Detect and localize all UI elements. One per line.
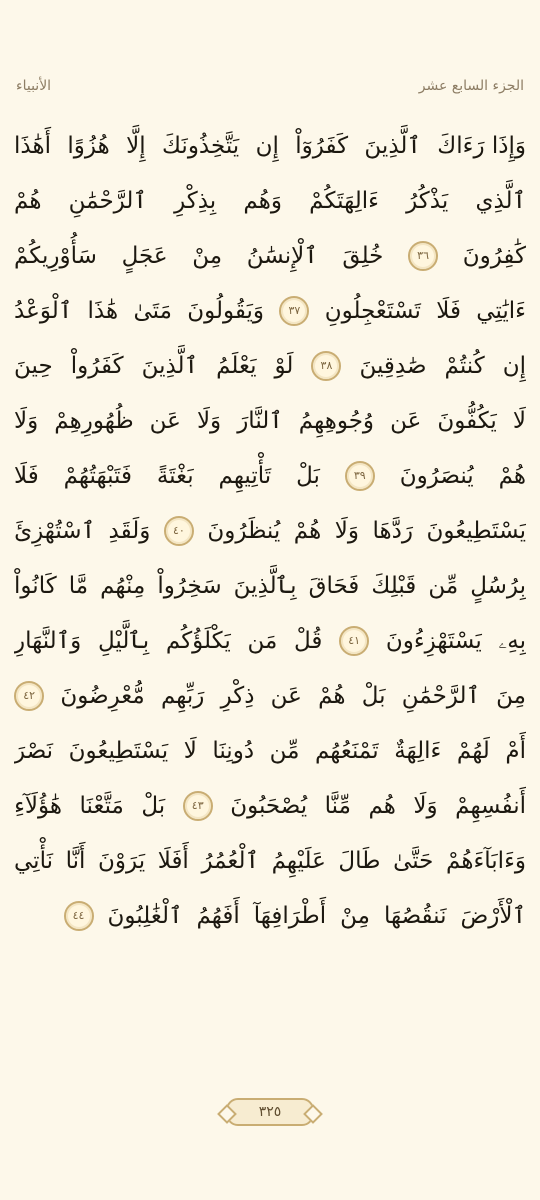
word: ٱلْإِنسَٰنُ bbox=[246, 242, 318, 269]
word: تَمْنَعُهُم bbox=[314, 737, 379, 764]
word: وَءَابَآءَهُمْ bbox=[446, 847, 526, 874]
word: سَأُوْرِيكُمْ bbox=[14, 242, 97, 269]
word: فَتَبْهَتُهُمْ bbox=[63, 462, 132, 489]
word: هُزُوًا bbox=[67, 132, 110, 159]
text-line bbox=[14, 228, 526, 283]
text-line bbox=[14, 448, 526, 503]
word: مِنْ bbox=[340, 902, 370, 929]
word: وَلَا bbox=[14, 407, 39, 434]
ayah-number-marker: ٣٧ bbox=[279, 296, 309, 326]
word: ٱسْتُهْزِئَ bbox=[14, 517, 96, 544]
surah-title: الأنبياء bbox=[16, 78, 52, 94]
word: يَكُفُّونَ bbox=[437, 407, 497, 434]
word: هُمْ bbox=[498, 462, 526, 489]
word: وَلَا bbox=[196, 407, 222, 434]
word: ٱلرَّحْمَٰنِ bbox=[401, 682, 480, 709]
text-line bbox=[14, 888, 526, 943]
ayah-number-marker: ٤١ bbox=[339, 626, 369, 656]
word: يَكْلَؤُكُم bbox=[165, 627, 231, 654]
word: وَٱلنَّهَارِ bbox=[14, 627, 82, 654]
word: لَهُمْ bbox=[456, 737, 490, 764]
word: لَا bbox=[183, 737, 197, 764]
text-line bbox=[14, 613, 526, 668]
word: ءَالِهَةٌ bbox=[394, 737, 442, 764]
word: مِنَ bbox=[496, 682, 526, 709]
word: ٱلْغَٰلِبُونَ bbox=[107, 902, 183, 929]
text-line bbox=[14, 338, 526, 393]
word: أَنَّا bbox=[65, 847, 86, 874]
word: فَلَا bbox=[14, 462, 39, 489]
word: ءَايَٰتِي bbox=[476, 297, 526, 324]
word: أَطْرَافِهَآ bbox=[253, 902, 327, 929]
word: كَٰفِرُونَ bbox=[462, 242, 526, 269]
word: بَلْ bbox=[296, 462, 320, 489]
word: وَلَا bbox=[413, 792, 438, 819]
word: ٱلَّذِينَ bbox=[141, 352, 199, 379]
word: سَخِرُواْ bbox=[157, 572, 222, 599]
word: كُنتُمْ bbox=[444, 352, 485, 379]
word: وُجُوهِهِمُ bbox=[298, 407, 375, 434]
word: مَتَىٰ bbox=[133, 297, 172, 324]
word: ٱلْأَرْضَ bbox=[460, 902, 526, 929]
word: يَسْتَطِيعُونَ bbox=[68, 737, 169, 764]
word: قَبْلِكَ bbox=[371, 572, 417, 599]
word: يُصْحَبُونَ bbox=[230, 792, 308, 819]
word: ٱلرَّحْمَٰنِ bbox=[68, 187, 147, 214]
word: بِٱلَّذِينَ bbox=[233, 572, 297, 599]
word: عَن bbox=[270, 682, 302, 709]
page-number: ٣٢٥ bbox=[258, 1104, 282, 1120]
word: وَهُم bbox=[243, 187, 282, 214]
word: تَأْتِيهِم bbox=[218, 462, 272, 489]
text-line bbox=[14, 668, 526, 723]
word: مِّن bbox=[269, 737, 300, 764]
word: يَذْكُرُ bbox=[406, 187, 449, 214]
word: رَبِّهِم bbox=[160, 682, 205, 709]
word: بَغْتَةً bbox=[156, 462, 194, 489]
word: وَلَقَدِ bbox=[108, 517, 151, 544]
word: يَسْتَطِيعُونَ bbox=[426, 517, 526, 544]
word: بِٱلَّيْلِ bbox=[97, 627, 150, 654]
word: بَلْ bbox=[141, 792, 166, 819]
word: نَصْرَ bbox=[14, 737, 54, 764]
quran-text-block bbox=[14, 118, 526, 943]
word: عَلَيْهِمُ bbox=[271, 847, 326, 874]
word: لَوْ bbox=[274, 352, 294, 379]
word: إِلَّا bbox=[126, 132, 146, 159]
word: فَلَا bbox=[436, 297, 461, 324]
word: حِينَ bbox=[14, 352, 53, 379]
word: ٱلَّذِي bbox=[475, 187, 526, 214]
word: مَّا bbox=[68, 572, 89, 599]
word: وَلَا bbox=[334, 517, 359, 544]
word: هُمْ bbox=[14, 187, 42, 214]
word: يَتَّخِذُونَكَ bbox=[162, 132, 240, 159]
word: كَانُواْ bbox=[14, 572, 57, 599]
word: بِذِكْرِ bbox=[174, 187, 217, 214]
word: وَإِذَا رَءَاكَ bbox=[437, 132, 526, 159]
text-line bbox=[14, 833, 526, 888]
word: إِن bbox=[502, 352, 526, 379]
ayah-number-marker: ٤٠ bbox=[164, 516, 194, 546]
word: صَٰدِقِينَ bbox=[359, 352, 427, 379]
text-line bbox=[14, 558, 526, 613]
text-line bbox=[14, 283, 526, 338]
word: مِّن bbox=[428, 572, 459, 599]
ayah-number-marker: ٤٤ bbox=[64, 901, 94, 931]
word: مِّنَّا bbox=[324, 792, 351, 819]
word: يُنصَرُونَ bbox=[399, 462, 474, 489]
word: ءَالِهَتَكُمْ bbox=[309, 187, 379, 214]
word: ٱلْعُمُرُ bbox=[201, 847, 260, 874]
word: عَن bbox=[149, 407, 181, 434]
word: يُنظَرُونَ bbox=[207, 517, 281, 544]
text-line bbox=[14, 393, 526, 448]
word: وَيَقُولُونَ bbox=[187, 297, 265, 324]
word: لَا bbox=[512, 407, 526, 434]
word: كَفَرُوٓاْ bbox=[295, 132, 349, 159]
word: أَفَلَا bbox=[157, 847, 189, 874]
word: بِرُسُلٍ bbox=[470, 572, 526, 599]
word: مُّعْرِضُونَ bbox=[60, 682, 145, 709]
word: هُمْ bbox=[293, 517, 322, 544]
word: رَدَّهَا bbox=[372, 517, 413, 544]
word: مِنْ bbox=[192, 242, 223, 269]
word: بِهِۦ bbox=[498, 627, 526, 654]
text-line bbox=[14, 118, 526, 173]
text-line bbox=[14, 723, 526, 778]
juz-title: الجزء السابع عشر bbox=[418, 78, 524, 94]
word: أَفَهُمُ bbox=[196, 902, 240, 929]
ayah-number-marker: ٤٣ bbox=[183, 791, 213, 821]
word: أَمْ bbox=[505, 737, 526, 764]
word: هُمْ bbox=[318, 682, 346, 709]
text-line bbox=[14, 503, 526, 558]
word: يَعْلَمُ bbox=[216, 352, 257, 379]
word: نَنقُصُهَا bbox=[383, 902, 447, 929]
word: خُلِقَ bbox=[342, 242, 384, 269]
word: بَلْ bbox=[361, 682, 386, 709]
word: يَسْتَهْزِءُونَ bbox=[385, 627, 482, 654]
page-header bbox=[16, 74, 524, 98]
word: أَهَٰذَا bbox=[14, 132, 52, 159]
word: فَحَاقَ bbox=[308, 572, 360, 599]
word: مِنْهُم bbox=[100, 572, 146, 599]
word: ذِكْرِ bbox=[220, 682, 255, 709]
word: عَجَلٍ bbox=[121, 242, 168, 269]
word: دُونِنَا bbox=[212, 737, 255, 764]
word: عَن bbox=[390, 407, 422, 434]
page-number-badge bbox=[226, 1098, 314, 1126]
word: طَالَ bbox=[338, 847, 381, 874]
word: مَتَّعْنَا bbox=[79, 792, 124, 819]
word: حَتَّىٰ bbox=[393, 847, 434, 874]
word: هَٰؤُلَآءِ bbox=[14, 792, 63, 819]
word: يَرَوْنَ bbox=[98, 847, 146, 874]
word: ٱلْوَعْدُ bbox=[14, 297, 73, 324]
word: قُلْ bbox=[294, 627, 323, 654]
word: ظُهُورِهِمْ bbox=[54, 407, 134, 434]
word: نَأْتِي bbox=[14, 847, 53, 874]
ayah-number-marker: ٣٨ bbox=[311, 351, 341, 381]
word: هُم bbox=[368, 792, 396, 819]
word: إِن bbox=[255, 132, 279, 159]
word: ٱلَّذِينَ bbox=[364, 132, 421, 159]
word: ٱلنَّارَ bbox=[237, 407, 283, 434]
ayah-number-marker: ٤٢ bbox=[14, 681, 44, 711]
text-line bbox=[14, 778, 526, 833]
text-line bbox=[14, 173, 526, 228]
word: أَنفُسِهِمْ bbox=[455, 792, 526, 819]
word: تَسْتَعْجِلُونِ bbox=[324, 297, 421, 324]
word: مَن bbox=[247, 627, 278, 654]
word: كَفَرُواْ bbox=[70, 352, 124, 379]
ayah-number-marker: ٣٩ bbox=[345, 461, 375, 491]
word: هَٰذَا bbox=[87, 297, 119, 324]
ayah-number-marker: ٣٦ bbox=[408, 241, 438, 271]
